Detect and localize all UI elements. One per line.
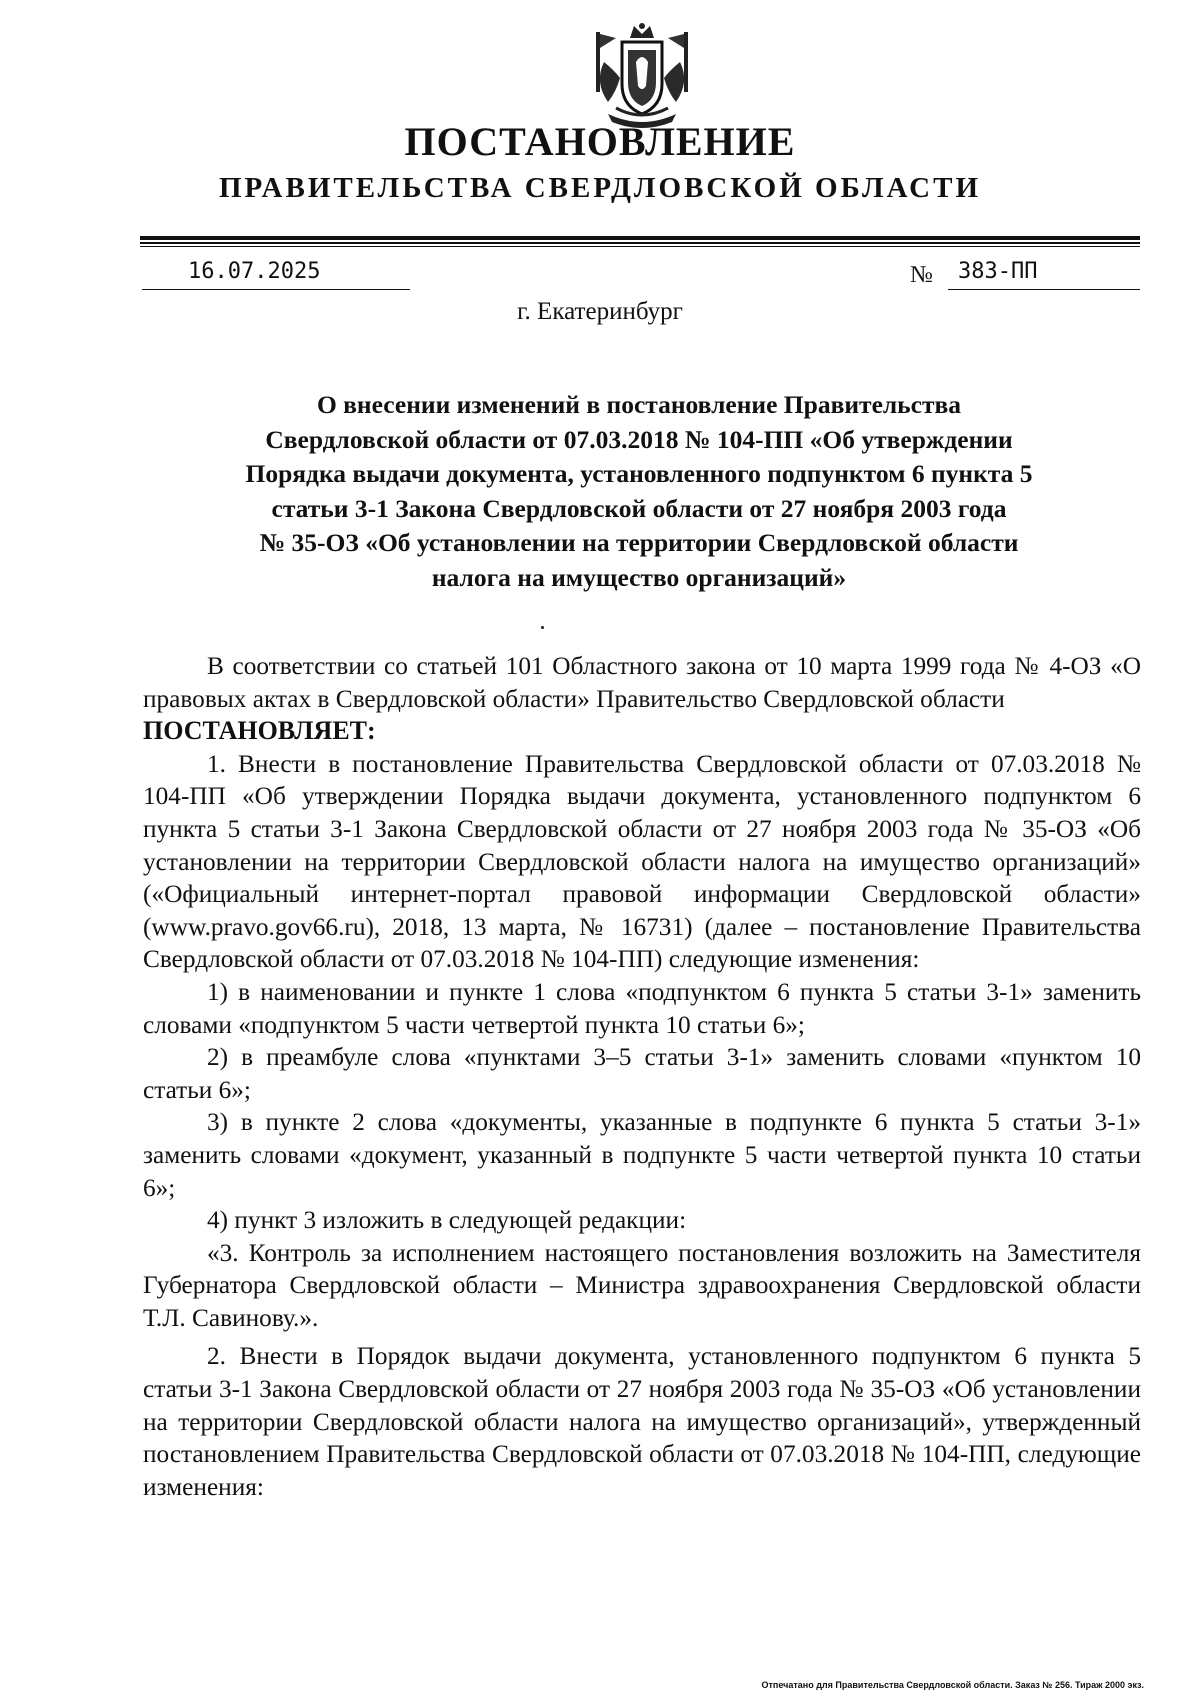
- heading-line: статьи 3-1 Закона Свердловской области от 27 ноября 2003 года: [271, 493, 1007, 523]
- document-date: 16.07.2025: [142, 258, 410, 290]
- print-note: Отпечатано для Правительства Свердловской области. Заказ № 256. Тираж 2000 экз.: [761, 1680, 1144, 1690]
- subitem-3-paragraph: 3) в пункте 2 слова «документы, указанные в подпункте 6 пункта 5 статьи 3-1» заменить словами «документ, указанный в подпункте 5 части четвертой пункта 10 статьи 6»;: [143, 1108, 1141, 1202]
- subitem-1-paragraph: 1) в наименовании и пункте 1 слова «подпунктом 6 пункта 5 статьи 3-1» заменить словами «подпунктом 5 части четвертой пункта 10 статьи 6»;: [143, 977, 1141, 1039]
- subitem-2-paragraph: 2) в преамбуле слова «пунктами 3–5 статьи 3-1» заменить словами «пунктом 10 статьи 6»;: [143, 1043, 1141, 1104]
- heading-line: О внесении изменений в постановление Правительства: [316, 390, 962, 419]
- document-heading: [160, 388, 1118, 595]
- number-label: №: [910, 262, 933, 288]
- coat-of-arms-icon: [590, 22, 694, 132]
- header-divider-thin: [140, 246, 1140, 247]
- item-2-paragraph: 2. Внести в Порядок выдачи документа, установленного подпунктом 6 пункта 5 статьи 3-1 Закона Свердловской области от 27 ноября 2003 года № 35-ОЗ «Об установлении на территории Свердловской области налога на имущество организаций», утвержденный постановлением Правительства Свердловской области от 07.03.2018 № 104-ПП, следующие изменения:: [143, 1342, 1141, 1501]
- subitem-4-new-text: «3. Контроль за исполнением настоящего постановления возложить на Заместителя Губернатора Свердловской области – Министра здравоохранения Свердловской области Т.Л. Савинову.».: [143, 1238, 1141, 1332]
- heading-line: Порядка выдачи документа, установленного подпунктом 6 пункта 5: [245, 459, 1033, 488]
- page-subtitle: ПРАВИТЕЛЬСТВА СВЕРДЛОВСКОЙ ОБЛАСТИ: [218, 172, 982, 204]
- page-title: ПОСТАНОВЛЕНИЕ: [404, 119, 796, 164]
- preamble-paragraph: В соответствии со статьей 101 Областного закона от 10 марта 1999 года № 4-ОЗ «О правовых актах в Свердловской области» Правительство Свердловской области: [143, 652, 1141, 713]
- heading-line: № 35-ОЗ «Об установлении на территории Свердловской области: [259, 528, 1019, 557]
- heading-line: налога на имущество организаций»: [431, 562, 847, 592]
- subitem-4-paragraph: 4) пункт 3 изложить в следующей редакции:: [207, 1206, 687, 1235]
- scan-speck: [541, 626, 544, 629]
- header-divider-thick: [140, 236, 1140, 240]
- document-body: [143, 650, 1141, 1503]
- document-number: 383-ПП: [948, 258, 1140, 290]
- heading-line: Свердловской области от 07.03.2018 № 104-ПП «Об утверждении: [265, 424, 1013, 454]
- item-1-paragraph: 1. Внести в постановление Правительства Свердловской области от 07.03.2018 № 104-ПП «Об утверждении Порядка выдачи документа, установленного подпунктом 6 пункта 5 статьи 3-1 Закона Свердловской области от 27 ноября 2003 года № 35-ОЗ «Об установлении на территории Свердловской области налога на имущество организаций» («Официальный интернет-портал правовой информации Свердловской области» (www.pravo.gov66.ru), 2018, 13 марта, № 16731) (далее – постановление Правительства Свердловской области от 07.03.2018 № 104-ПП) следующие изменения:: [143, 749, 1141, 974]
- city-name: г. Екатеринбург: [517, 298, 683, 325]
- header-divider-middle: [140, 242, 1140, 244]
- resolves-heading: ПОСТАНОВЛЯЕТ:: [143, 716, 376, 746]
